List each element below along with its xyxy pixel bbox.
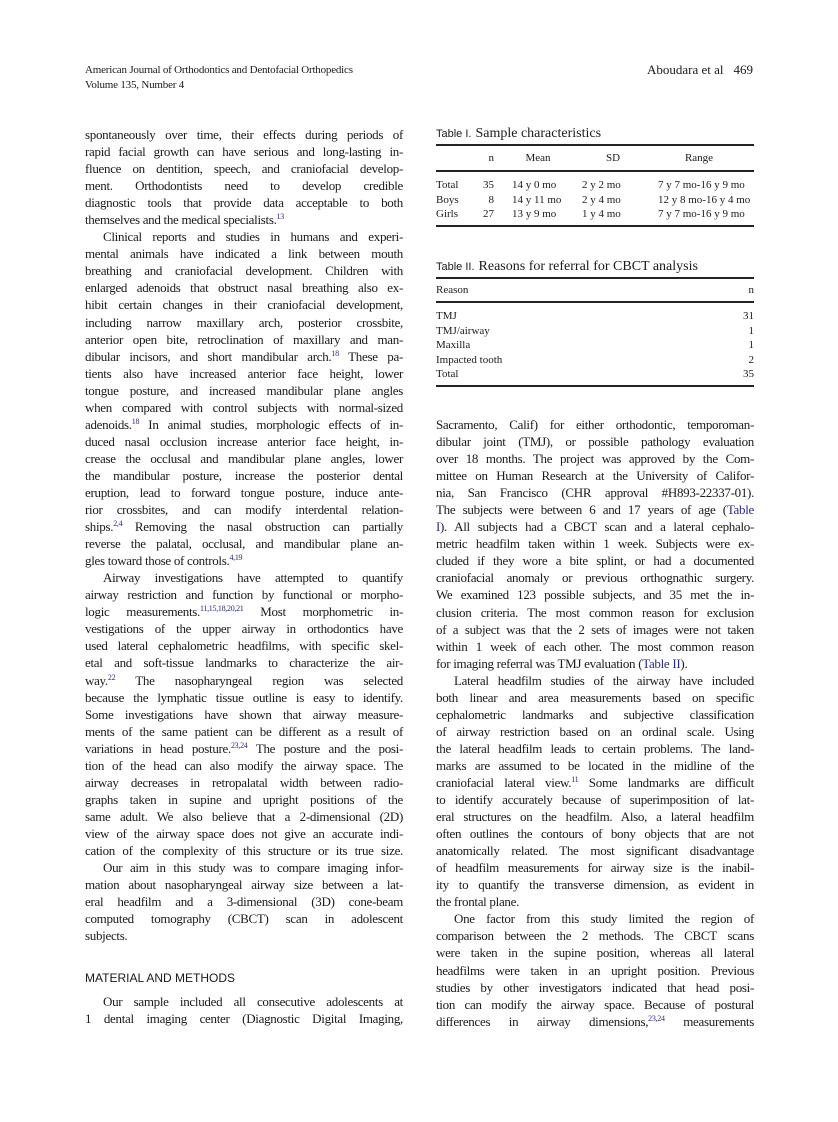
paragraph [436, 910, 754, 1029]
column-header: n [748, 284, 754, 296]
text-line: cation of the complexity of this structure or its true size. [85, 842, 403, 858]
text-line: when compared with control subjects with normal-sized [85, 399, 403, 415]
text-line: reverse the palatal, occlusal, and mandibular plane an- [85, 536, 403, 552]
table-2-title: Reasons for referral for CBCT analysis [478, 259, 698, 274]
citation-superscript[interactable]: 22 [107, 672, 116, 682]
column-header: n [488, 152, 494, 164]
table-1 [436, 124, 754, 227]
text-line: way.$^{22}$ The nasopharyngeal region was selected [85, 672, 403, 688]
text-line: breathing and craniofacial development. Children with [85, 263, 403, 279]
text-line: One factor from this study limited the region of [454, 911, 754, 927]
text-line: dibular joint (TMJ), or possible pathology evaluation [436, 434, 754, 450]
table-1-caption [436, 124, 754, 144]
text-line: etal and soft-tissue landmarks to characterize the air- [85, 655, 403, 671]
journal-volume: Volume 135, Number 4 [85, 79, 185, 91]
text-line: including narrow maxillary arch, posterior crossbite, [85, 314, 403, 330]
left-column [85, 126, 403, 1027]
text-line: craniofacial anomaly or previous orthognathic surgery. [436, 570, 754, 586]
page-header-right [647, 62, 753, 78]
text-line: ity to quantify the transverse dimension, as evident in [436, 877, 754, 893]
table-cell: 2 y 4 mo [582, 193, 621, 206]
text-line: Some investigations have shown that airway measure- [85, 706, 403, 722]
table-cell: 27 [483, 208, 494, 220]
text-line: tongue posture, and increased mandibular plane angles [85, 382, 403, 398]
methods-body [85, 993, 403, 1027]
paragraph [436, 416, 754, 672]
table-cell: 1 [748, 339, 754, 351]
table-cell: 7 y 7 mo-16 y 9 mo [658, 208, 745, 220]
text-line: because the lymphatic tissue outline is easy to identify. [85, 689, 403, 705]
text-line: comparison between the 2 methods. The CBCT scans [436, 928, 754, 944]
table-cell: Maxilla [436, 339, 471, 351]
text-line: rapid facial growth can have serious and long-lasting in- [85, 144, 403, 160]
text-line: logic measurements.$^{11,15,18,20,21}$ Most morphometric in- [85, 604, 403, 620]
text-line: studies by other investigators indicated that head posi- [436, 979, 754, 995]
table-cell: TMJ/airway [436, 324, 490, 337]
text-line: for imaging referral was TMJ evaluation (Table II). [436, 655, 688, 671]
text-line: enlarged adenoids that obstruct nasal breathing also ex- [85, 280, 403, 296]
text-line: Our sample included all consecutive adolescents at [103, 994, 403, 1010]
text-line: eral headfilm and a 3-dimensional (3D) cone-beam [85, 894, 403, 910]
citation-superscript[interactable]: 13 [276, 212, 284, 222]
text-line: subjects. [85, 928, 128, 944]
text-line: view of the airway space does not give an accurate indi- [85, 825, 403, 841]
table-reference-link[interactable]: I [436, 519, 441, 535]
text-line: to identify accurately because of superimposition of lat- [436, 792, 754, 808]
text-line: mental animals have indicated a link between mouth [85, 246, 403, 262]
text-line: anatomically related. The most significant disadvantage [436, 843, 754, 859]
text-line: computed tomography (CBCT) scan in adolescent [85, 911, 403, 927]
text-line: I). All subjects had a CBCT scan and a lateral cephalo- [436, 519, 754, 535]
table-cell: Total [436, 368, 459, 380]
text-line: crease the occlusal and mandibular plane angles, lower [85, 450, 403, 466]
table-cell: 35 [743, 368, 754, 380]
text-line: graphs taken in supine and upright positions of the [85, 791, 403, 807]
table-row [436, 338, 754, 353]
authors: Aboudara et al [646, 62, 724, 77]
table-row [436, 353, 754, 368]
table-cell: 12 y 8 mo-16 y 4 mo [658, 193, 751, 206]
text-line: the frontal plane. [436, 894, 520, 910]
text-line: often outlines the contours of bony objects that are not [436, 826, 754, 842]
text-line: gles toward those of controls.$^{4,19}$ [85, 553, 243, 569]
text-line: nia, San Francisco (CHR approval #H893-22337-01). [436, 485, 754, 501]
journal-name: American Journal of Orthodontics and Dentofacial Orthopedics [85, 64, 353, 76]
text-line: marks are assumed to be located in the midline of the [436, 757, 754, 773]
text-line: were taken in the supine position, whereas all lateral [436, 945, 754, 961]
text-line: ments of the same patient can be different as a result of [85, 723, 403, 739]
citation-superscript[interactable]: 23,24 [230, 740, 248, 750]
text-line: tion of the head can also modify the airway space. The [85, 757, 403, 773]
text-line: spontaneously over time, their effects during periods of [85, 127, 403, 142]
paragraph [85, 228, 403, 569]
text-line: Sacramento, Calif) for either orthodontic, temporoman- [436, 417, 754, 432]
text-line: clusion criteria. The most common reason for exclusion [436, 604, 754, 620]
table-cell: 14 y 0 mo [512, 179, 557, 191]
paragraph [85, 569, 403, 859]
table-cell: Girls [436, 208, 458, 220]
text-line: differences in airway dimensions,$^{23,24}$ measurements [436, 1013, 754, 1029]
citation-superscript[interactable]: 23,24 [648, 1013, 665, 1023]
text-line: diagnostic tools that provide data acceptable to both [85, 195, 403, 211]
text-line: airway decreases in retropalatal width between radio- [85, 774, 403, 790]
citation-superscript[interactable]: 11,15,18,20,21 [200, 604, 244, 614]
table-2 [436, 257, 754, 387]
paragraph [85, 993, 403, 1027]
text-line: tion can modify the airway space. Because of postural [436, 996, 754, 1012]
text-line: duced nasal occlusion increase anterior face height, in- [85, 433, 403, 449]
table-cell: TMJ [436, 310, 457, 322]
text-line: adenoids.$^{18}$ In animal studies, morphologic effects of in- [85, 416, 403, 432]
column-header: SD [605, 152, 621, 164]
text-line: mittee on Human Research at the University of Califor- [436, 468, 754, 484]
text-line: eruption, lead to forward tongue posture, induce ante- [85, 484, 403, 500]
citation-superscript[interactable]: 11 [571, 774, 579, 784]
citation-superscript[interactable]: 18 [131, 416, 140, 426]
text-line: both linear and area measurements based on specific [436, 689, 754, 705]
text-line: anterior open bite, retroclination of maxillary and man- [85, 331, 403, 347]
text-line: the mandibular posture, increase the posterior dental [85, 467, 403, 483]
column-header: Reason [436, 284, 469, 296]
text-line: over 18 months. The project was approved by the Com- [436, 451, 754, 467]
text-line: headfilms were taken in an upright position. Previous [436, 962, 754, 978]
text-line: Clinical reports and studies in humans and experi- [103, 229, 403, 245]
table-cell: Impacted tooth [436, 353, 503, 366]
text-line: metric headfilm taken within 1 week. Subjects were ex- [436, 536, 754, 552]
table-1-title: Sample characteristics [475, 126, 602, 141]
text-line: of airway restriction based on an ordinal scale. Using [436, 723, 754, 739]
table-cell: 14 y 11 mo [512, 193, 562, 206]
table-row [436, 193, 754, 208]
text-line: eral structures on the headfilm. Also, a lateral headfilm [436, 809, 754, 825]
table-row [436, 171, 754, 193]
text-line: themselves and the medical specialists.$^{13}$ [85, 212, 284, 228]
text-line: of a subject was that the 2 sets of images were not taken [436, 621, 754, 637]
table-cell: 2 [748, 353, 754, 366]
text-line: ment. Orthodontists need to develop credible [85, 178, 403, 194]
citation-superscript[interactable]: 4,19 [229, 553, 243, 563]
table-cell: 35 [483, 179, 494, 191]
text-line: hibit certain changes in their craniofacial development, [85, 297, 403, 313]
text-line: 1 dental imaging center (Diagnostic Digital Imaging, [85, 1011, 403, 1027]
text-line: We examined 123 possible subjects, and 35 met the in- [436, 587, 754, 603]
table-row [436, 207, 754, 226]
text-line: ships.$^{2,4}$ Removing the nasal obstruction can partially [85, 519, 403, 535]
text-line: The subjects were between 6 and 17 years of age (Table [436, 502, 754, 518]
table-cell: Total [436, 179, 459, 191]
text-line: airway restriction and function by functional or morpho- [85, 587, 403, 603]
table-cell: 2 y 2 mo [582, 179, 621, 191]
text-line: Airway investigations have attempted to quantify [103, 570, 403, 586]
citation-superscript[interactable]: 2,4 [113, 519, 123, 529]
table-cell: 8 [488, 193, 494, 206]
table-reference-link[interactable]: Table II [642, 655, 681, 671]
text-line: within 1 week of each other. The most common reason [436, 638, 754, 654]
text-line: vestigations of the upper airway in orthodontics have [85, 621, 403, 637]
right-column-body [436, 416, 754, 1030]
table-cell: 1 [748, 324, 754, 337]
paragraph [85, 859, 403, 944]
page-number: 469 [733, 62, 753, 77]
table-cell: 1 y 4 mo [582, 208, 621, 220]
right-column [436, 416, 754, 1030]
table-cell: 7 y 7 mo-16 y 9 mo [658, 179, 745, 191]
text-line: rior crossbites, and can modify interdental relation- [85, 502, 403, 518]
text-line: craniofacial lateral view.$^{11}$ Some landmarks are difficult [436, 774, 754, 790]
table-reference-link[interactable]: Table [726, 502, 754, 518]
text-line: cephalometric landmarks and subjective classification [436, 706, 754, 722]
text-line: same adult. We also believe that a 2-dimensional (2D) [85, 808, 403, 824]
left-column-body [85, 126, 403, 944]
text-line: Lateral headfilm studies of the airway have included [454, 672, 754, 688]
text-line: tients also have increased anterior face height, lower [85, 365, 403, 381]
section-heading: MATERIAL AND METHODS [85, 971, 236, 986]
column-header: Range [684, 152, 714, 164]
text-line: fluence on dentition, speech, and craniofacial develop- [85, 161, 403, 177]
paragraph [85, 126, 403, 228]
text-line: cluded if they wore a bite splint, or had a documented [436, 553, 754, 569]
table-2-label: Table II. [436, 261, 475, 273]
table-1-label: Table I. [436, 128, 472, 140]
text-line: dibular incisors, and short mandibular arch.$^{18}$ These pa- [85, 348, 403, 364]
table-2-caption [436, 257, 754, 277]
table-cell: Boys [436, 193, 459, 206]
text-line: variations in head posture.$^{23,24}$ The posture and the posi- [85, 740, 403, 756]
text-line: used lateral cephalometric headfilms, with specific skel- [85, 638, 403, 654]
running-header [85, 63, 353, 93]
citation-superscript[interactable]: 18 [331, 348, 339, 358]
text-line: of headfilm measurements for airway size is the inabil- [436, 860, 754, 876]
paragraph [436, 672, 754, 911]
column-header: Mean [525, 152, 551, 164]
table-row [436, 302, 754, 324]
table-cell: 13 y 9 mo [512, 208, 557, 220]
text-line: mation about nasopharyngeal airway size between a lat- [85, 877, 403, 893]
text-line: the lateral headfilm leads to certain problems. The land- [436, 740, 754, 756]
table-row [436, 367, 754, 386]
table-cell: 31 [743, 310, 754, 322]
text-line: Our aim in this study was to compare imaging infor- [103, 860, 403, 876]
table-row [436, 324, 754, 339]
